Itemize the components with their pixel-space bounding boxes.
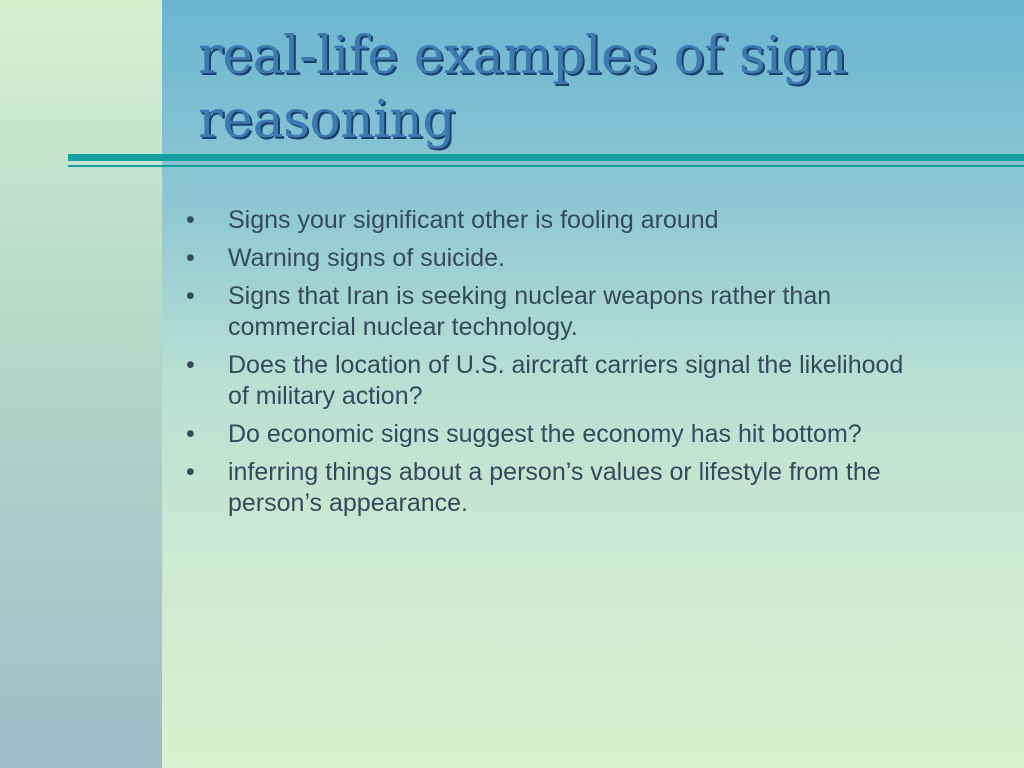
bullet-text: Do economic signs suggest the economy has hit bottom? <box>228 420 862 448</box>
list-item <box>186 205 906 236</box>
bullet-icon: • <box>186 458 195 486</box>
title-underline-thin <box>68 165 1024 167</box>
bullet-text: Signs that Iran is seeking nuclear weapons rather than commercial nuclear technology. <box>228 282 832 341</box>
bullet-list <box>186 205 906 526</box>
list-item <box>186 457 906 519</box>
slide-title: real-life examples of sign reasoning <box>198 26 848 150</box>
list-item <box>186 281 906 343</box>
bullet-text: Does the location of U.S. aircraft carriers signal the likelihood of military action? <box>228 351 904 410</box>
list-item <box>186 350 906 412</box>
bullet-icon: • <box>186 420 195 448</box>
bullet-icon: • <box>186 351 195 379</box>
bullet-text: inferring things about a person’s values or lifestyle from the person’s appearance. <box>228 458 881 517</box>
title-underline-thick <box>68 154 1024 161</box>
bullet-text: Warning signs of suicide. <box>228 244 505 272</box>
left-decorative-band <box>0 0 162 768</box>
bullet-icon: • <box>186 206 195 234</box>
bullet-text: Signs your significant other is fooling around <box>228 206 719 234</box>
list-item <box>186 243 906 274</box>
bullet-icon: • <box>186 282 195 310</box>
list-item <box>186 419 906 450</box>
bullet-icon: • <box>186 244 195 272</box>
